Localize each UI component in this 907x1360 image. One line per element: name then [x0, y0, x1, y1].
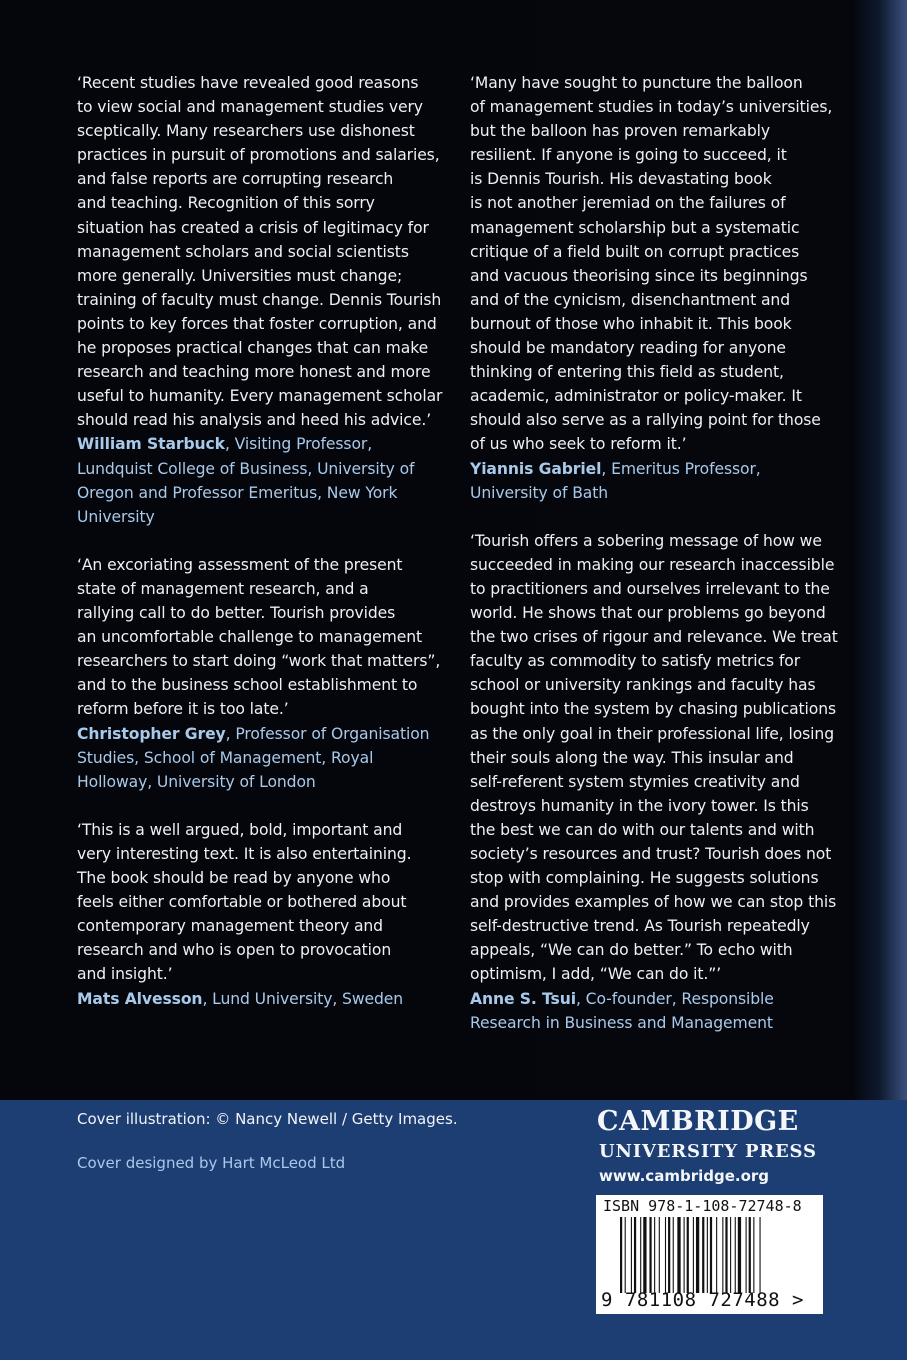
barcode-bar [625, 1217, 626, 1293]
barcode-bar [634, 1217, 636, 1293]
quote-line: self-referent system stymies creativity and [470, 772, 800, 791]
endorsement-quote [77, 818, 457, 1011]
barcode-bar [687, 1217, 689, 1293]
quote-line: situation has created a crisis of legitimacy for [77, 218, 429, 237]
quote-line: to practitioners and ourselves irrelevant to the [470, 579, 830, 598]
quote-line: rallying call to do better. Tourish provides [77, 604, 396, 623]
quote-line: resilient. If anyone is going to succeed, it [470, 146, 787, 165]
barcode-bar [730, 1217, 731, 1293]
barcode-bar [722, 1217, 723, 1293]
endorser-affiliation: Research in Business and Management [470, 1013, 773, 1032]
endorser-affiliation: , Professor of Organisation [225, 724, 430, 743]
quote-line: optimism, I add, “We can do it.”’ [470, 965, 722, 984]
attribution-line [77, 770, 457, 794]
barcode-bar [746, 1217, 747, 1293]
attribution-line [77, 722, 457, 746]
endorser-affiliation: , Lund University, Sweden [202, 989, 404, 1008]
quote-line: and vacuous theorising since its beginnings [470, 266, 808, 285]
barcode-bar [716, 1217, 717, 1293]
quote-line: the two crises of rigour and relevance. We treat [470, 628, 838, 647]
attribution-line [470, 481, 840, 505]
quote-line: he proposes practical changes that can make [77, 339, 429, 358]
quote-line: world. He shows that our problems go beyond [470, 604, 826, 623]
barcode-bars [620, 1217, 802, 1293]
barcode-bar [693, 1217, 694, 1293]
barcode-bar [631, 1217, 632, 1293]
barcode-digits: 9 781108 727488 > [601, 1289, 804, 1311]
endorser-affiliation: Lundquist College of Business, University of [77, 459, 415, 478]
left-column [77, 71, 457, 1035]
isbn-text: ISBN 978-1-108-72748-8 [603, 1197, 802, 1215]
quote-line: stop with complaining. He suggests solutions [470, 869, 819, 888]
quote-line: is Dennis Tourish. His devastating book [470, 170, 772, 189]
barcode-bar [649, 1217, 651, 1293]
barcode-bar [654, 1217, 655, 1293]
barcode-bar [620, 1217, 622, 1293]
quote-line: and provides examples of how we can stop this [470, 893, 837, 912]
cover-design-credit: Cover designed by Hart McLeod Ltd [77, 1154, 346, 1172]
quote-line: an uncomfortable challenge to management [77, 628, 423, 647]
quote-line: and of the cynicism, disenchantment and [470, 290, 790, 309]
barcode-bar [738, 1217, 741, 1293]
barcode-bar [643, 1217, 646, 1293]
barcode-bar [725, 1217, 727, 1293]
quote-line: practices in pursuit of promotions and salaries, [77, 146, 440, 165]
quote-line: critique of a field built on corrupt practices [470, 242, 800, 261]
attribution-line [470, 457, 840, 481]
quote-line: should be mandatory reading for anyone [470, 339, 786, 358]
attribution-line [77, 457, 457, 481]
quote-line: but the balloon has proven remarkably [470, 122, 771, 141]
endorser-name: Christopher Grey [77, 724, 226, 743]
endorser-affiliation: , Co-founder, Responsible [575, 989, 774, 1008]
endorser-name: Anne S. Tsui [470, 989, 576, 1008]
quote-line: training of faculty must change. Dennis Tourish [77, 290, 442, 309]
quote-line: appeals, “We can do better.” To echo with [470, 941, 793, 960]
endorsement-quote [470, 71, 840, 505]
barcode-bar [710, 1217, 712, 1293]
quote-line: and false reports are corrupting research [77, 170, 394, 189]
quote-line: very interesting text. It is also entertaining. [77, 845, 412, 863]
endorsement-quote [77, 71, 457, 529]
right-column [470, 71, 840, 1059]
endorser-affiliation: Holloway, University of London [77, 772, 316, 791]
quote-line: ‘Recent studies have revealed good reasons [77, 74, 419, 92]
endorser-affiliation: Oregon and Professor Emeritus, New York [77, 483, 398, 502]
barcode-bar [702, 1217, 704, 1293]
quote-line: The book should be read by anyone who [77, 869, 391, 888]
isbn-barcode [596, 1195, 823, 1314]
quote-line: research and teaching more honest and more [77, 363, 431, 382]
quote-line: to view social and management studies very [77, 98, 423, 117]
quote-line: as the only goal in their professional life, losing [470, 724, 834, 743]
quote-line: faculty as commodity to satisfy metrics for [470, 652, 801, 671]
quote-line: management scholars and social scientists [77, 242, 409, 261]
quote-line: should also serve as a rallying point for those [470, 411, 821, 430]
endorsement-quote [470, 529, 840, 1035]
barcode-bar [760, 1217, 761, 1293]
barcode-bar [749, 1217, 751, 1293]
quote-line: more generally. Universities must change; [77, 266, 403, 285]
endorser-name: Mats Alvesson [77, 989, 203, 1008]
barcode-bar [677, 1217, 680, 1293]
quote-line: ‘This is a well argued, bold, important and [77, 820, 403, 839]
barcode-bar [707, 1217, 708, 1293]
barcode-bar [665, 1217, 666, 1293]
barcode-bar [659, 1217, 660, 1293]
quote-line: researchers to start doing “work that matters”, [77, 652, 441, 671]
endorser-affiliation: University of Bath [470, 483, 609, 502]
endorser-affiliation: University [77, 507, 155, 526]
barcode-bar [668, 1217, 670, 1293]
quote-line: society’s resources and trust? Tourish does not [470, 845, 832, 863]
quote-line: thinking of entering this field as student, [470, 363, 784, 382]
publisher-logo-press: UNIVERSITY PRESS [599, 1141, 817, 1162]
quote-line: sceptically. Many researchers use dishonest [77, 122, 415, 141]
barcode-bar [696, 1217, 699, 1293]
quote-line: destroys humanity in the ivory tower. Is this [470, 796, 809, 815]
quote-line: points to key forces that foster corruption, and [77, 314, 437, 333]
quote-line: feels either comfortable or bothered about [77, 893, 407, 912]
endorser-affiliation: , Visiting Professor, [224, 435, 373, 454]
endorser-name: Yiannis Gabriel [470, 459, 602, 478]
barcode-bar [673, 1217, 674, 1293]
barcode-bar [753, 1217, 754, 1293]
quote-line: useful to humanity. Every management scholar [77, 387, 443, 406]
quote-line: self-destructive trend. As Tourish repeatedly [470, 917, 810, 936]
quote-line: succeeded in making our research inaccessible [470, 555, 835, 574]
quote-line: state of management research, and a [77, 579, 369, 598]
attribution-line [77, 987, 457, 1011]
barcode-bar [735, 1217, 736, 1293]
attribution-line [470, 1011, 840, 1035]
quote-line: of us who seek to reform it.’ [470, 435, 687, 454]
quote-line: academic, administrator or policy-maker. It [470, 387, 802, 406]
quote-line: the best we can do with our talents and with [470, 820, 815, 839]
quote-line: management scholarship but a systematic [470, 218, 800, 237]
attribution-line [77, 481, 457, 505]
quote-line: should read his analysis and heed his advice.’ [77, 411, 432, 430]
cover-illustration-credit: Cover illustration: © Nancy Newell / Getty Images. [77, 1110, 458, 1128]
endorser-affiliation: Studies, School of Management, Royal [77, 748, 374, 767]
quote-line: ‘Many have sought to puncture the balloon [470, 74, 803, 92]
quote-line: bought into the system by chasing publications [470, 700, 837, 719]
quote-line: ‘An excoriating assessment of the present [77, 555, 403, 574]
quote-line: reform before it is too late.’ [77, 700, 289, 719]
publisher-url: www.cambridge.org [599, 1167, 770, 1185]
barcode-bar [640, 1217, 641, 1293]
publisher-logo-cambridge: CAMBRIDGE [597, 1106, 799, 1137]
quote-line: their souls along the way. This insular and [470, 748, 794, 767]
quote-line: research and who is open to provocation [77, 941, 392, 960]
attribution-line [77, 746, 457, 770]
quote-line: of management studies in today’s universities, [470, 98, 833, 117]
quote-line: contemporary management theory and [77, 917, 383, 936]
endorser-affiliation: , Emeritus Professor, [601, 459, 761, 478]
quote-line: and insight.’ [77, 965, 173, 984]
attribution-line [470, 987, 840, 1011]
quote-line: school or university rankings and faculty has [470, 676, 816, 695]
quote-line: ‘Tourish offers a sobering message of how we [470, 531, 822, 550]
quote-line: and to the business school establishment to [77, 676, 418, 695]
endorsement-quote [77, 553, 457, 794]
barcode-bar [684, 1217, 685, 1293]
quote-line: and teaching. Recognition of this sorry [77, 194, 375, 213]
quote-line: is not another jeremiad on the failures of [470, 194, 786, 213]
quote-line: burnout of those who inhabit it. This book [470, 314, 792, 333]
endorser-name: William Starbuck [77, 435, 225, 454]
attribution-line [77, 432, 457, 456]
attribution-line [77, 505, 457, 529]
